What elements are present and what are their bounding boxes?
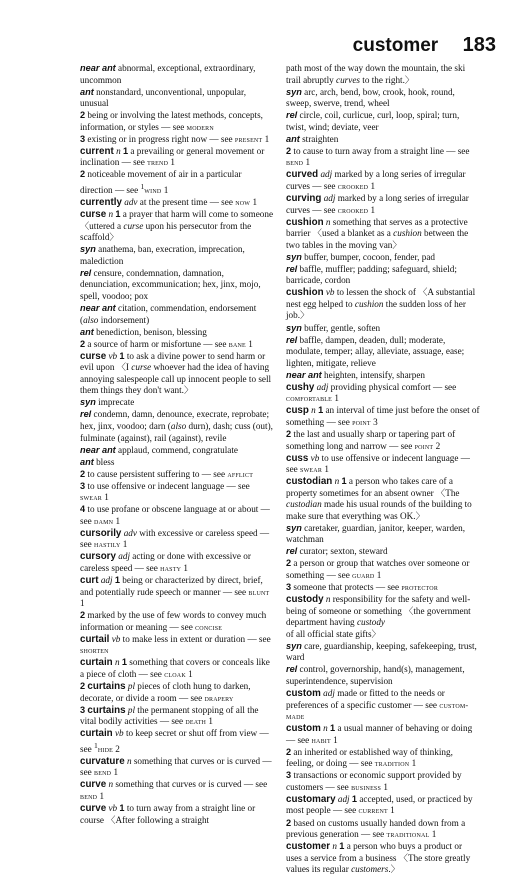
dictionary-entry: custom n 1 a usual manner of behaving or doing — see habit 1 xyxy=(286,723,473,745)
dictionary-entry: 2 the last and usually sharp or tapering part of something long and narrow — see point 2 xyxy=(286,428,456,451)
dictionary-entry: 3 curtains pl the permanent stopping of all the vital bodily activities — see death 1 xyxy=(80,704,259,727)
dictionary-entry: syn buffer, gentle, soften xyxy=(286,322,381,333)
left-column xyxy=(80,63,274,827)
dictionary-entry: cursorily adv with excessive or careless speed — see hastily 1 xyxy=(80,527,270,550)
dictionary-entry: rel condemn, damn, denounce, execrate, reprobate; hex, jinx, voodoo; darn (also durn), dash; cuss (out), fulminate (against), rail (against), revile xyxy=(80,409,273,443)
dictionary-entry: ant nonstandard, unconventional, unpopular, unusual xyxy=(80,86,246,109)
dictionary-entry: 2 noticeable movement of air in a particular direction — see $^1$wind 1 xyxy=(80,169,242,196)
dictionary-entry: 2 based on customs usually handed down from a previous generation — see traditional 1 xyxy=(286,817,466,840)
dictionary-entry: custom adj made or fitted to the needs or preferences of a specific customer — see custom-made xyxy=(286,687,469,722)
dictionary-entry: customary adj 1 accepted, used, or practiced by most people — see current 1 xyxy=(286,793,473,816)
dictionary-entry: cuss vb to use offensive or indecent language — see swear 1 xyxy=(286,452,470,475)
dictionary-entry: syn imprecate xyxy=(80,397,135,408)
dictionary-entry: 2 marked by the use of few words to convey much information or meaning — see concise xyxy=(80,610,267,632)
dictionary-entry: cushy adj providing physical comfort — see comfortable 1 xyxy=(286,381,457,404)
dictionary-entry: 2 to cause to turn away from a straight line — see bend 1 xyxy=(286,145,470,168)
dictionary-entry: 2 a person or group that watches over someone or something — see guard 1 xyxy=(286,558,470,581)
dictionary-entry: curtain n 1 something that covers or conceals like a piece of cloth — see cloak 1 xyxy=(80,657,270,679)
dictionary-entry: current n 1 a prevailing or general movement or inclination — see trend 1 xyxy=(80,145,265,168)
dictionary-entry: path most of the way down the mountain, the ski trail abruptly curves to the right.〉 xyxy=(286,63,466,85)
dictionary-entry: cusp n 1 an interval of time just before the onset of something — see point 3 xyxy=(286,405,480,427)
dictionary-entry: 2 a source of harm or misfortune — see bane 1 xyxy=(80,338,253,349)
dictionary-entry: near ant abnormal, exceptional, extraordinary, uncommon xyxy=(80,63,256,85)
dictionary-entry: customer n 1 a person who buys a product or uses a service from a business 〈The store greatly values its regular customers.〉 xyxy=(286,841,471,875)
dictionary-entry: ant straighten xyxy=(286,133,339,144)
dictionary-entry: rel censure, condemnation, damnation, denunciation, excommunication; hex, jinx, mojo, spell, voodoo; pox xyxy=(80,267,261,301)
dictionary-entry: 3 existing or in progress right now — see present 1 xyxy=(80,133,270,144)
dictionary-entry: syn buffer, bumper, cocoon, fender, pad xyxy=(286,251,436,262)
dictionary-entry: ant bless xyxy=(80,456,115,467)
right-column xyxy=(286,63,480,876)
dictionary-entry: cushion n something that serves as a protective barrier 〈used a blanket as a cushion between the two tables in the moving van〉 xyxy=(286,216,469,250)
dictionary-entry: syn anathema, ban, execration, imprecation, malediction xyxy=(80,244,245,266)
dictionary-entry: rel circle, coil, curlicue, curl, loop, spiral; turn, twist, wind; deviate, veer xyxy=(286,110,460,132)
dictionary-entry: ant benediction, benison, blessing xyxy=(80,326,207,337)
dictionary-entry: cursory adj acting or done with excessive or careless speed — see hasty 1 xyxy=(80,551,251,574)
dictionary-entry: near ant citation, commendation, endorsement (also indorsement) xyxy=(80,303,257,325)
dictionary-entry: near ant applaud, commend, congratulate xyxy=(80,444,238,455)
dictionary-entry: curse vb 1 to ask a divine power to send harm or evil upon 〈I curse whoever had the idea of having annoying salespeople call up innocent people to sell them things they don't want.〉 xyxy=(80,350,272,396)
dictionary-entry: 3 someone that protects — see protector xyxy=(286,582,439,593)
dictionary-entry: curt adj 1 being or characterized by direct, brief, and potentially rude speech or manner — see blunt 1 xyxy=(80,575,270,609)
dictionary-entry: curving adj marked by a long series of irregular curves — see crooked 1 xyxy=(286,193,469,215)
dictionary-entry: syn care, guardianship, keeping, safekeeping, trust, ward xyxy=(286,640,477,663)
page-number: 183 xyxy=(462,34,496,56)
page-header xyxy=(353,34,496,57)
dictionary-entry: curve n something that curves or is curved — see bend 1 xyxy=(80,779,268,801)
dictionary-entry: rel baffle, dampen, deaden, dull; moderate, modulate, temper; allay, alleviate, assuage, ease; lighten, mitigate, relieve xyxy=(286,334,465,368)
dictionary-entry: custodian n 1 a person who takes care of a property sometimes for an absent owner 〈The custodian made his usual rounds of the building to make sure that everything was OK.〉 xyxy=(286,476,472,521)
dictionary-entry: 2 to cause persistent suffering to — see afflict xyxy=(80,468,254,479)
dictionary-entry: 4 to use profane or obscene language at or about — see damn 1 xyxy=(80,504,270,526)
dictionary-entry: curved adj marked by a long series of irregular curves — see crooked 1 xyxy=(286,169,466,191)
dictionary-entry: syn caretaker, guardian, janitor, keeper, warden, watchman xyxy=(286,522,466,545)
dictionary-entry: 2 curtains pl pieces of cloth hung to darken, decorate, or divide a room — see drapery xyxy=(80,681,251,703)
dictionary-entry: 2 being or involving the latest methods, concepts, information, or styles — see modern xyxy=(80,110,263,132)
dictionary-entry: cushion vb to lessen the shock of 〈A substantial nest egg helped to cushion the sudden loss of her job.〉 xyxy=(286,287,476,321)
dictionary-entry: rel curator; sexton, steward xyxy=(286,546,388,557)
dictionary-entry: syn arc, arch, bend, bow, crook, hook, round, sweep, swerve, trend, wheel xyxy=(286,86,455,109)
dictionary-entry: near ant heighten, intensify, sharpen xyxy=(286,369,425,380)
dictionary-entry: 3 transactions or economic support provided by customers — see business 1 xyxy=(286,770,462,792)
dictionary-entry: 2 an inherited or established way of thinking, feeling, or doing — see tradition 1 xyxy=(286,746,453,769)
dictionary-entry: rel control, governorship, hand(s), management, superintendence, supervision xyxy=(286,664,465,686)
dictionary-entry: curvature n something that curves or is curved — see bend 1 xyxy=(80,755,272,778)
dictionary-entry: curtail vb to make less in extent or duration — see shorten xyxy=(80,633,271,656)
dictionary-entry: curtain vb to keep secret or shut off from view — see $^1$hide 2 xyxy=(80,728,269,754)
dictionary-entry: currently adv at the present time — see now 1 xyxy=(80,197,258,209)
guide-word: customer xyxy=(352,35,439,56)
dictionary-entry: custody n responsibility for the safety and well-being of someone or something 〈the government department having custody of all official state gifts〉 xyxy=(286,594,471,639)
dictionary-entry: curve vb 1 to turn away from a straight line or course 〈After following a straight xyxy=(80,803,256,825)
dictionary-entry: curse n 1 a prayer that harm will come to someone 〈uttered a curse upon his persecutor from the scaffold〉 xyxy=(80,209,274,243)
dictionary-entry: 3 to use offensive or indecent language — see swear 1 xyxy=(80,480,250,503)
dictionary-entry: rel baffle, muffler; padding; safeguard, shield; barricade, cordon xyxy=(286,263,457,286)
